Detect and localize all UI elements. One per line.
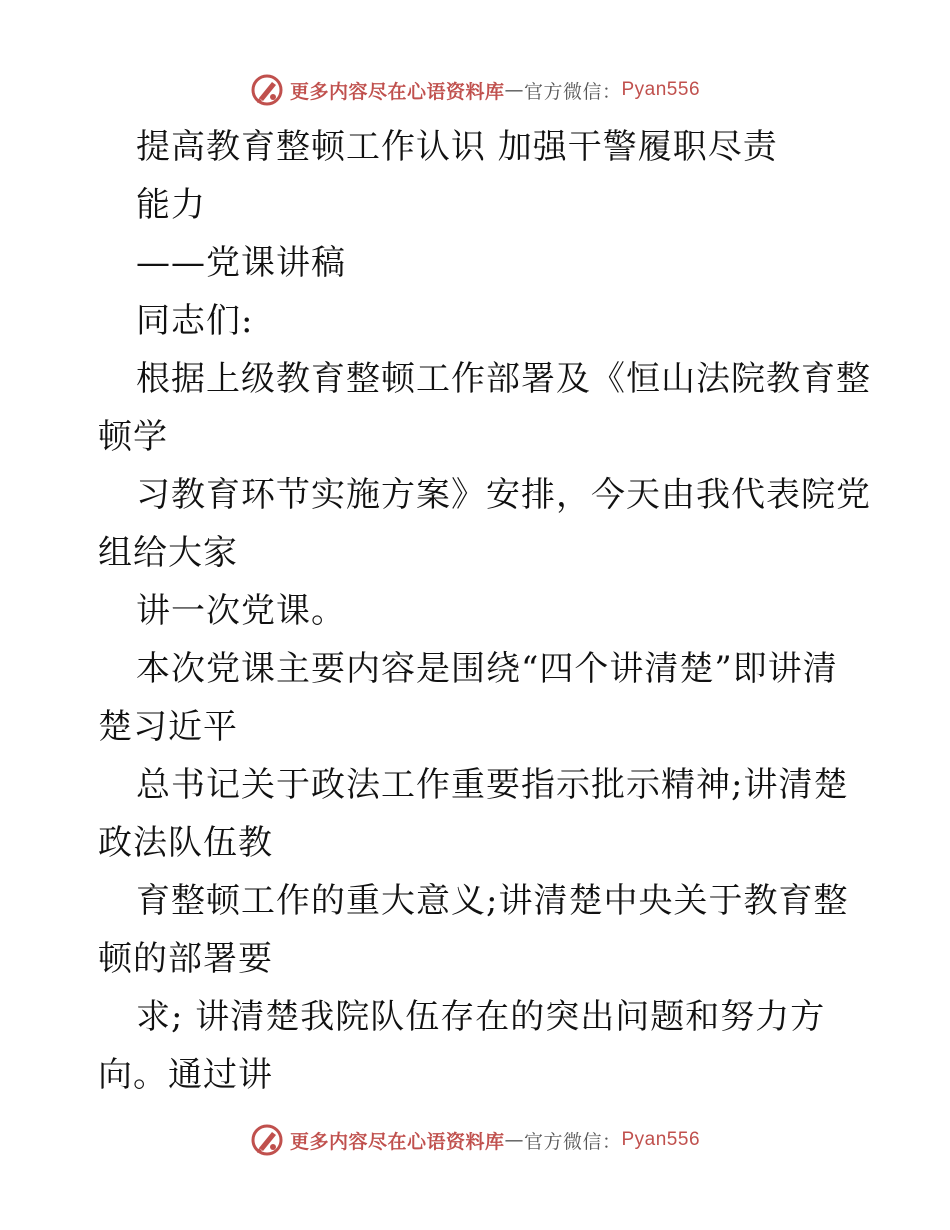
watermark-separator: — — [504, 1129, 524, 1151]
pen-logo-icon — [250, 73, 284, 107]
doc-line: 能力 — [136, 185, 206, 225]
footer-watermark — [0, 1120, 950, 1160]
watermark-id: Pyan556 — [621, 1129, 701, 1150]
doc-line: 向。通过讲 — [98, 1055, 273, 1095]
doc-line: ——党课讲稿 — [136, 243, 346, 283]
doc-line: 同志们: — [136, 301, 254, 341]
doc-line: 提高教育整顿工作认识 加强干警履职尽责 — [136, 127, 778, 167]
doc-line: 讲一次党课。 — [136, 591, 346, 631]
watermark-main-text: 更多内容尽在心语资料库 — [289, 80, 505, 103]
pen-logo-icon — [250, 1123, 284, 1157]
doc-line: 楚习近平 — [98, 707, 238, 747]
doc-line: 育整顿工作的重大意义;讲清楚中央关于教育整 — [136, 881, 849, 921]
doc-line: 本次党课主要内容是围绕“四个讲清楚”即讲清 — [136, 649, 838, 689]
watermark-separator: — — [504, 79, 524, 101]
watermark-label: 官方微信： — [523, 1130, 622, 1153]
doc-line: 组给大家 — [98, 533, 238, 573]
watermark-main-text: 更多内容尽在心语资料库 — [289, 1130, 505, 1153]
document-body — [0, 118, 950, 1104]
doc-line: 顿的部署要 — [98, 939, 273, 979]
watermark-id: Pyan556 — [621, 79, 701, 100]
doc-line: 习教育环节实施方案》安排，今天由我代表院党 — [136, 475, 871, 515]
doc-line: 根据上级教育整顿工作部署及《恒山法院教育整 — [136, 359, 871, 399]
doc-line: 总书记关于政法工作重要指示批示精神;讲清楚 — [136, 765, 849, 805]
doc-line: 顿学 — [98, 417, 168, 457]
watermark-label: 官方微信： — [523, 80, 622, 103]
doc-line: 政法队伍教 — [98, 823, 273, 863]
header-watermark — [0, 70, 950, 110]
doc-line: 求; 讲清楚我院队伍存在的突出问题和努力方 — [136, 997, 826, 1037]
